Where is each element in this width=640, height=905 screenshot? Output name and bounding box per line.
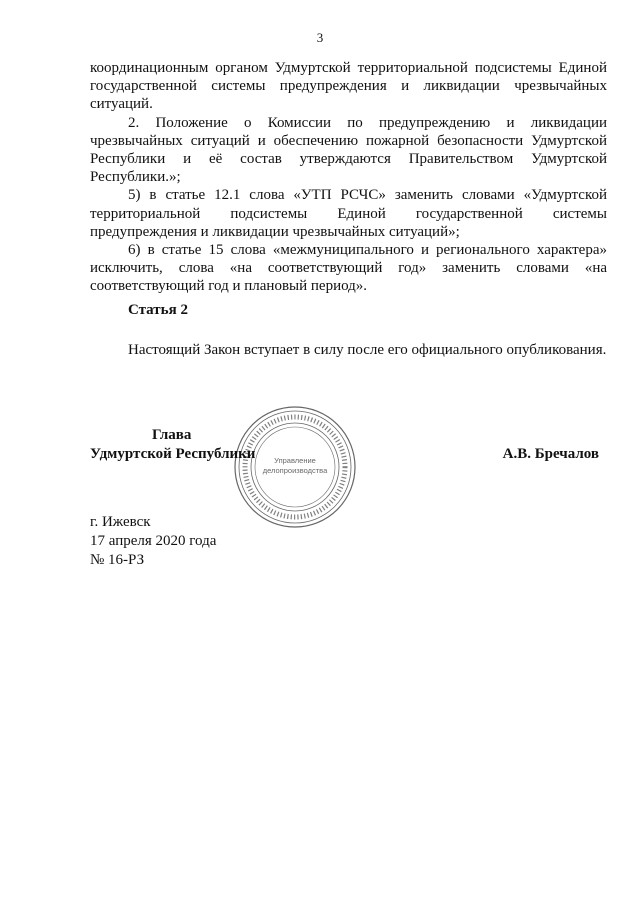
signatory-name: А.В. Бречалов bbox=[502, 446, 599, 462]
paragraph-article-15: 6) в статье 15 слова «межмуниципального и регионального характера» исключить, слова «на соответствующий год» заменить словами «на соответствующий год и плановый период». bbox=[90, 242, 607, 295]
document-body bbox=[90, 59, 607, 296]
signatory-title-line1: Глава bbox=[152, 427, 192, 443]
page-number: 3 bbox=[316, 30, 324, 45]
paragraph-article-12-1: 5) в статье 12.1 слова «УТП РСЧС» заменить словами «Удмуртской территориальной подсистемы Единой государственной системы предупреждения и ликвидации чрезвычайных ситуаций»; bbox=[90, 187, 607, 240]
signatory-title-line2: Удмуртской Республики bbox=[90, 446, 256, 462]
document-footer bbox=[90, 513, 216, 570]
paragraph-commission-provision: 2. Положение о Комиссии по предупреждению и ликвидации чрезвычайных ситуаций и обеспечению пожарной безопасности Удмуртской Республики и её состав утверждаются Правительством Удмуртской Республики.»; bbox=[90, 114, 607, 186]
seal-center-line2: делопроизводства bbox=[262, 466, 328, 475]
official-seal-icon bbox=[233, 405, 357, 529]
footer-number: № 16-РЗ bbox=[90, 552, 145, 568]
footer-city: г. Ижевск bbox=[90, 514, 151, 530]
seal-center-line1: Управление bbox=[274, 456, 316, 465]
article-2-text: Настоящий Закон вступает в силу после его официального опубликования. bbox=[128, 342, 607, 358]
footer-date: 17 апреля 2020 года bbox=[90, 533, 217, 549]
article-2-heading: Статья 2 bbox=[128, 302, 188, 318]
paragraph-continuation: координационным органом Удмуртской территориальной подсистемы Единой государственной системы предупреждения и ликвидации чрезвычайных ситуаций. bbox=[90, 60, 607, 113]
